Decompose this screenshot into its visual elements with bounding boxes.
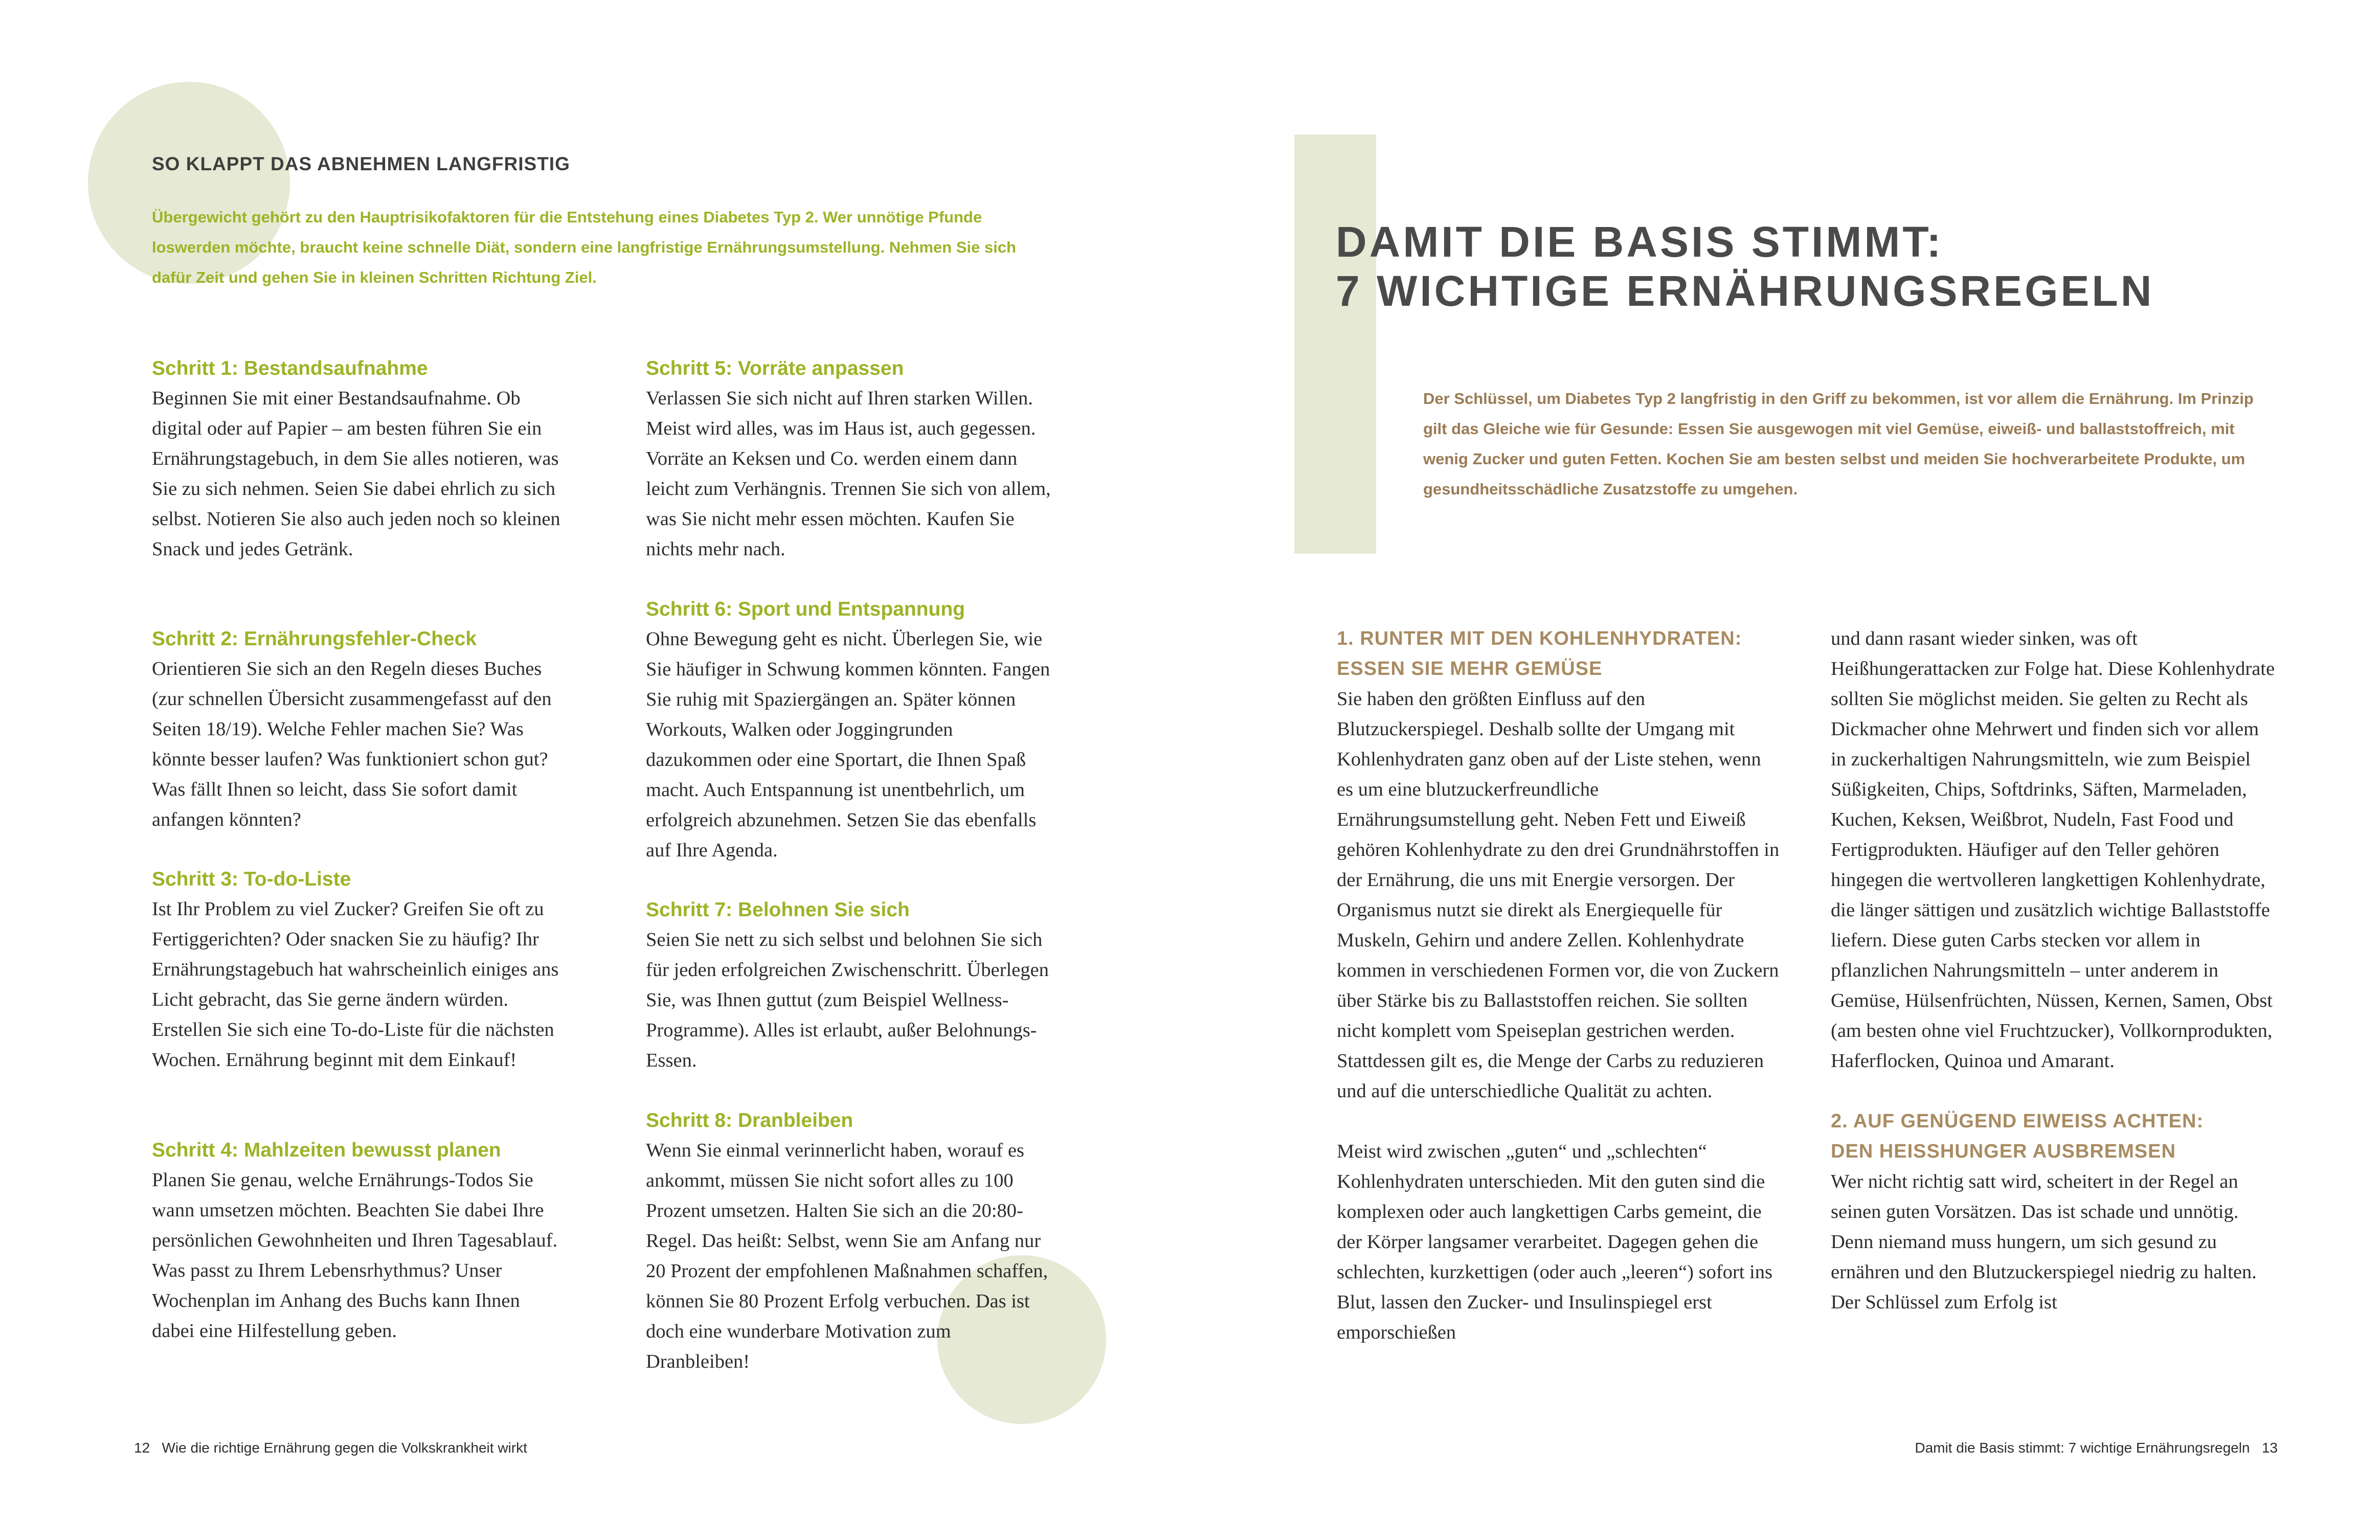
- step-title: Schritt 5: Vorräte anpassen: [646, 357, 904, 379]
- step-text: Ist Ihr Problem zu viel Zucker? Greifen Sie oft zu Fertiggerichten? Oder snacken Sie zu häufig? Ihr Ernährungstagebuch hat wahrscheinlich einiges ans Licht gebracht, das Sie gerne ändern würden. Erstellen Sie sich eine To-do-Liste für die nächsten Wochen. Ernährung beginnt mit dem Einkauf!: [152, 898, 559, 1071]
- right-footer: [1915, 1440, 2278, 1456]
- step-8: [646, 1105, 1055, 1377]
- step-text: Beginnen Sie mit einer Bestandsaufnahme. Ob digital oder auf Papier – am besten führen Sie ein Ernährungstagebuch, in dem Sie alles notieren, was Sie zu sich nehmen. Seien Sie dabei ehrlich zu sich selbst. Notieren Sie also auch jeden noch so kleinen Snack und jedes Getränk.: [152, 388, 560, 560]
- section-1-title: [1337, 624, 1782, 684]
- step-text: Ohne Bewegung geht es nicht. Überlegen Sie, wie Sie häufiger in Schwung kommen könnten. Fangen Sie ruhig mit Spaziergängen an. Später können Workouts, Walken oder Joggingrunden dazukommen oder eine Sportart, die Ihnen Spaß macht. Auch Entspannung ist unentbehrlich, um erfolgreich abzunehmen. Setzen Sie das ebenfalls auf Ihre Agenda.: [646, 628, 1050, 861]
- step-title: Schritt 7: Belohnen Sie sich: [646, 899, 910, 921]
- step-3: [152, 864, 561, 1075]
- step-text: Verlassen Sie sich nicht auf Ihren starken Willen. Meist wird alles, was im Haus ist, auch gegessen. Vorräte an Keksen und Co. werden einem dann leicht zum Verhängnis. Trennen Sie sich von allem, was Sie nicht mehr essen möchten. Kaufen Sie nichts mehr nach.: [646, 388, 1051, 560]
- step-text: Planen Sie genau, welche Ernährungs-Todos Sie wann umsetzen möchten. Beachten Sie dabei Ihre persönlichen Gewohnheiten und Ihren Tagesablauf. Was passt zu Ihrem Lebensrhythmus? Unser Wochenplan im Anhang des Buchs kann Ihnen dabei eine Hilfestellung geben.: [152, 1169, 558, 1342]
- step-title: Schritt 2: Ernährungsfehler-Check: [152, 628, 477, 650]
- page-number: 12: [134, 1440, 150, 1456]
- kicker-heading: SO KLAPPT DAS ABNEHMEN LANGFRISTIG: [152, 153, 570, 174]
- step-1: [152, 353, 561, 564]
- page-title-line-1: DAMIT DIE BASIS STIMMT:: [1336, 218, 1944, 266]
- step-2: [152, 624, 561, 835]
- page-title: [1336, 217, 2154, 315]
- running-head: Wie die richtige Ernährung gegen die Volkskrankheit wirkt: [162, 1440, 527, 1456]
- step-text: Orientieren Sie sich an den Regeln dieses Buches (zur schnellen Übersicht zusammengefasst auf den Seiten 18/19). Welche Fehler machen Sie? Was könnte besser laufen? Was funktioniert schon gut? Was fällt Ihnen so leicht, dass Sie sofort damit anfangen könnten?: [152, 658, 552, 830]
- step-title: Schritt 3: To-do-Liste: [152, 868, 351, 890]
- page-title-line-2: 7 WICHTIGE ERNÄHRUNGSREGELN: [1336, 267, 2154, 315]
- title-accent-bar: [1294, 134, 1376, 554]
- section-1-title-line-1: 1. RUNTER MIT DEN KOHLENHYDRATEN:: [1337, 628, 1742, 649]
- right-column-1: [1337, 624, 1782, 1348]
- step-7: [646, 895, 1055, 1076]
- section-1-paragraph-2: Meist wird zwischen „guten“ und „schlechten“ Kohlenhydraten unterschieden. Mit den guten sind die komplexen oder auch langkettigen Carbs gemeint, die der Körper langsamer verarbeitet. Dagegen gehen die schlechten, kurzkettigen (oder auch „leeren“) sofort ins Blut, lassen den Zucker- und Insulinspiegel erst emporschießen: [1337, 1141, 1772, 1343]
- step-title: Schritt 8: Dranbleiben: [646, 1109, 854, 1131]
- page-number: 13: [2261, 1440, 2278, 1456]
- step-title: Schritt 1: Bestandsaufnahme: [152, 357, 428, 379]
- running-head: Damit die Basis stimmt: 7 wichtige Ernährungsregeln: [1915, 1440, 2250, 1456]
- section-2-title: [1831, 1106, 2276, 1167]
- section-1-paragraph-3: und dann rasant wieder sinken, was oft Heißhungerattacken zur Folge hat. Diese Kohlenhydrate sollten Sie möglichst meiden. Sie gelten zu Recht als Dickmacher ohne Mehrwert und finden sich vor allem in zuckerhaltigen Nahrungsmitteln, wie zum Beispiel Süßigkeiten, Chips, Softdrinks, Säften, Marmeladen, Kuchen, Keksen, Weißbrot, Nudeln, Fast Food und Fertigprodukten. Häufiger auf den Teller gehören hingegen die wertvolleren langkettigen Kohlenhydrate, die länger sättigen und zusätzlich wichtige Ballaststoffe liefern. Diese guten Carbs stecken vor allem in pflanzlichen Nahrungsmitteln – unter anderem in Gemüse, Hülsenfrüchten, Nüssen, Kernen, Samen, Obst (am besten ohne viel Fruchtzucker), Vollkornprodukten, Haferflocken, Quinoa und Amarant.: [1831, 628, 2275, 1072]
- right-column-2: [1831, 624, 2276, 1318]
- step-6: [646, 594, 1055, 866]
- step-4: [152, 1135, 561, 1346]
- section-2-paragraph-1: Wer nicht richtig satt wird, scheitert in der Regel an seinen guten Vorsätzen. Das ist schade und unnötig. Denn niemand muss hungern, um sich gesund zu ernähren und den Blutzuckerspiegel niedrig zu halten. Der Schlüssel zum Erfolg ist: [1831, 1171, 2257, 1313]
- step-text: Seien Sie nett zu sich selbst und belohnen Sie sich für jeden erfolgreichen Zwischenschritt. Überlegen Sie, was Ihnen guttut (zum Beispiel Wellness-Programme). Alles ist erlaubt, außer Belohnungs-Essen.: [646, 929, 1049, 1071]
- section-1-paragraph-1: Sie haben den größten Einfluss auf den Blutzuckerspiegel. Deshalb sollte der Umgang mit Kohlenhydraten ganz oben auf der Liste stehen, wenn es um eine blutzuckerfreundliche Ernährungsumstellung geht. Neben Fett und Eiweiß gehören Kohlenhydrate zu den drei Grundnährstoffen in der Ernährung, die uns mit Energie versorgen. Der Organismus nutzt sie direkt als Energiequelle für Muskeln, Gehirn und andere Zellen. Kohlenhydrate kommen in verschiedenen Formen vor, die von Zuckern über Stärke bis zu Ballaststoffen reichen. Sie sollten nicht komplett vom Speiseplan gestrichen werden. Stattdessen gilt es, die Menge der Carbs zu reduzieren und auf die unterschiedliche Qualität zu achten.: [1337, 688, 1780, 1102]
- left-intro-text: Übergewicht gehört zu den Hauptrisikofaktoren für die Entstehung eines Diabetes Typ 2. Wer unnötige Pfunde loswerden möchte, braucht keine schnelle Diät, sondern eine langfristige Ernährungsumstellung. Nehmen Sie sich dafür Zeit und gehen Sie in kleinen Schritten Richtung Ziel.: [152, 208, 1016, 286]
- left-footer: [134, 1440, 527, 1456]
- section-1-title-line-2: ESSEN SIE MEHR GEMÜSE: [1337, 658, 1603, 680]
- step-5: [646, 353, 1055, 564]
- step-text: Wenn Sie einmal verinnerlicht haben, worauf es ankommt, müssen Sie nicht sofort alles zu 100 Prozent umsetzen. Halten Sie sich an die 20:80-Regel. Das heißt: Selbst, wenn Sie am Anfang nur 20 Prozent der empfohlenen Maßnahmen schaffen, können Sie 80 Prozent Erfolg verbuchen. Das ist doch eine wunderbare Motivation zum Dranbleiben!: [646, 1140, 1048, 1372]
- step-title: Schritt 4: Mahlzeiten bewusst planen: [152, 1139, 501, 1161]
- section-2-title-line-1: 2. AUF GENÜGEND EIWEISS ACHTEN:: [1831, 1111, 2204, 1132]
- step-title: Schritt 6: Sport und Entspannung: [646, 598, 965, 620]
- section-2-title-line-2: DEN HEISSHUNGER AUSBREMSEN: [1831, 1141, 2176, 1162]
- right-intro-text: Der Schlüssel, um Diabetes Typ 2 langfristig in den Griff zu bekommen, ist vor allem die Ernährung. Im Prinzip gilt das Gleiche wie für Gesunde: Essen Sie ausgewogen mit viel Gemüse, eiweiß- und ballaststoffreich, mit wenig Zucker und guten Fetten. Kochen Sie am besten selbst und meiden Sie hochverarbeitete Produkte, um gesundheitsschädliche Zusatzstoffe zu umgehen.: [1423, 390, 2254, 498]
